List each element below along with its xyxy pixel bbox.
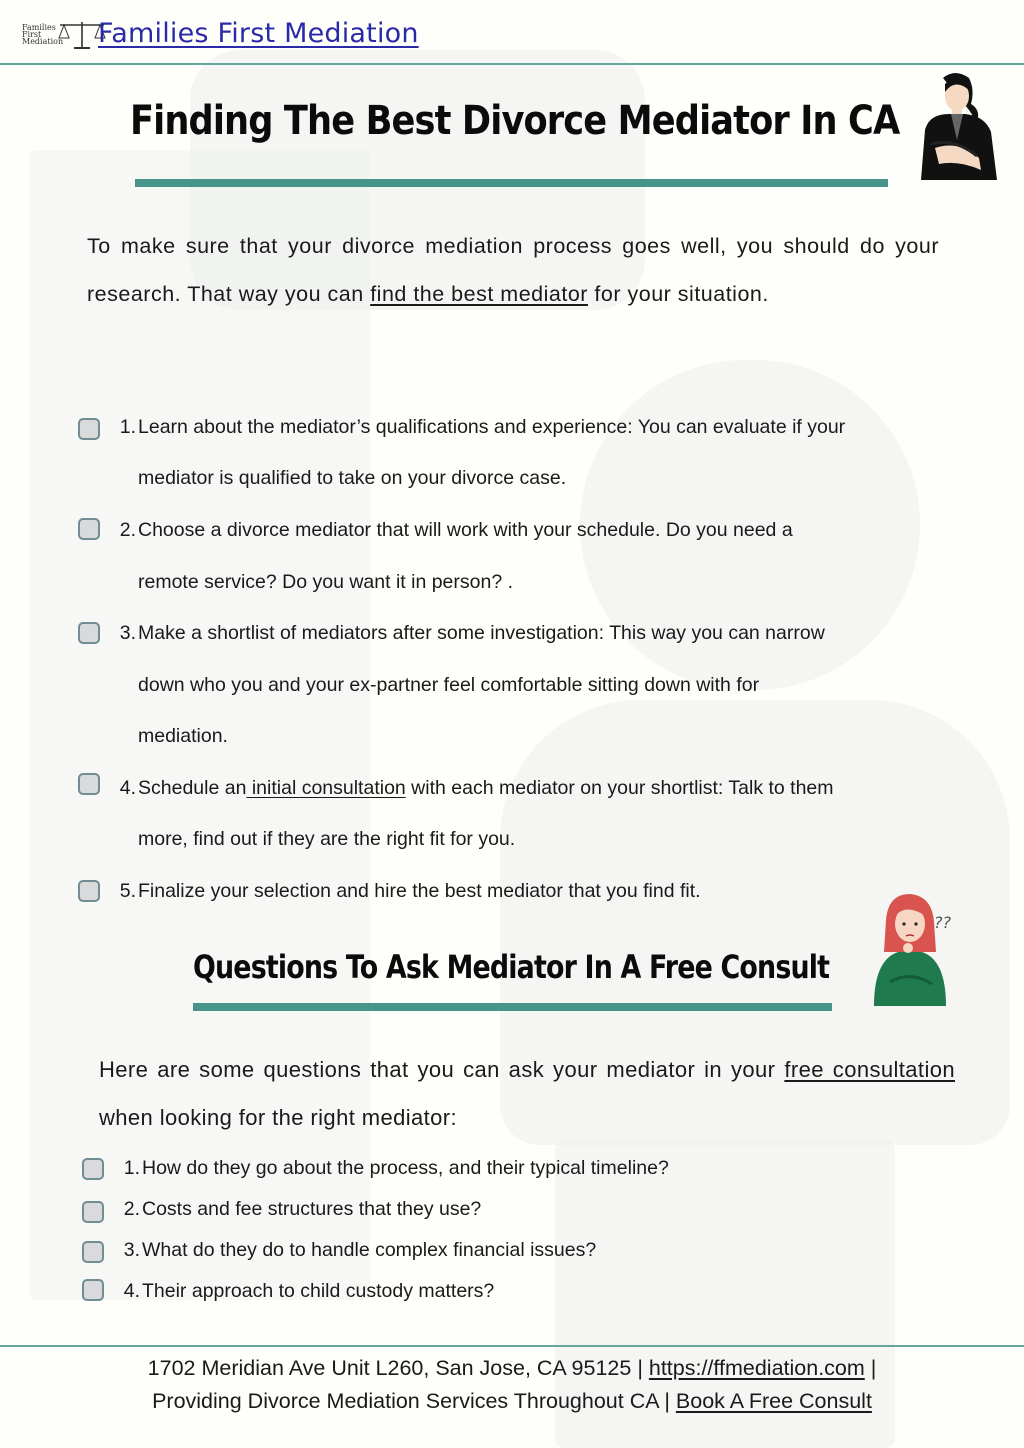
free-consultation-link[interactable]: free consultation [784, 1057, 956, 1082]
title-underline [135, 179, 888, 187]
question-number: 3. [123, 1239, 140, 1261]
website-link[interactable]: https://ffmediation.com [648, 1356, 865, 1380]
step-number: 1. [119, 416, 136, 438]
step-text: more, find out if they are the right fit for you. [138, 828, 516, 850]
step-number: 3. [119, 622, 136, 644]
question-number: 4. [123, 1280, 140, 1302]
step-text: Make a shortlist of mediators after some investigation: This way you can narrow [138, 622, 825, 644]
footer [0, 1352, 1024, 1418]
logo [22, 18, 86, 60]
step-text [138, 763, 834, 815]
step-text-part: Schedule an [138, 777, 247, 799]
intro-text-1: To make sure that your divorce mediation process goes well, you should do your research. That way you can [87, 234, 939, 306]
brand-link[interactable]: Families First Mediation [98, 18, 419, 49]
step-number: 5. [119, 880, 136, 902]
initial-consultation-link[interactable]: initial consultation [246, 777, 406, 799]
step-number: 2. [119, 519, 136, 541]
find-mediator-link[interactable]: find the best mediator [370, 282, 588, 306]
step-text: mediation. [138, 725, 228, 747]
question-text: What do they do to handle complex financial issues? [142, 1239, 597, 1261]
footer-divider [0, 1345, 1024, 1347]
footer-line-1 [0, 1352, 1024, 1385]
step-number: 4. [119, 777, 136, 799]
step-text: Learn about the mediator’s qualifications and experience: You can evaluate if your [138, 416, 846, 438]
step-text: remote service? Do you want it in person? . [138, 571, 514, 593]
question-text: Costs and fee structures that they use? [142, 1198, 482, 1220]
question-number: 2. [123, 1198, 140, 1220]
book-consult-link[interactable]: Book A Free Consult [675, 1389, 872, 1413]
subtitle-underline [193, 1003, 832, 1011]
question-marks-icon: ?? [934, 913, 951, 932]
questions-intro [99, 1046, 955, 1142]
businesswoman-illustration [915, 70, 1005, 190]
step-text: mediator is qualified to take on your divorce case. [138, 467, 567, 489]
intro2-text-1: Here are some questions that you can ask your mediator in your [99, 1057, 785, 1082]
step-text-part: with each mediator on your shortlist: Talk to them [405, 777, 834, 799]
step-text: down who you and your ex-partner feel comfortable sitting down with for [138, 674, 760, 696]
question-text: How do they go about the process, and their typical timeline? [142, 1157, 669, 1179]
footer-tagline: Providing Divorce Mediation Services Throughout CA | [152, 1389, 676, 1413]
question-text: Their approach to child custody matters? [142, 1280, 495, 1302]
header [0, 0, 1024, 64]
header-divider [0, 63, 1024, 65]
footer-separator: | [864, 1356, 877, 1380]
step-text: Choose a divorce mediator that will work with your schedule. Do you need a [138, 519, 793, 541]
page-title: Finding The Best Divorce Mediator In CA [130, 98, 900, 144]
section-heading: Questions To Ask Mediator In A Free Consult [193, 948, 830, 986]
footer-address: 1702 Meridian Ave Unit L260, San Jose, CA 95125 | [147, 1356, 649, 1380]
footer-line-2 [0, 1385, 1024, 1418]
intro2-text-2: when looking for the right mediator: [99, 1105, 458, 1130]
logo-text: Families First Mediation [22, 23, 64, 46]
question-number: 1. [123, 1157, 140, 1179]
steps-list [78, 402, 998, 922]
intro-text-2: for your situation. [587, 282, 769, 306]
thinking-girl-illustration [868, 890, 958, 1010]
questions-list [82, 1148, 842, 1318]
step-text: Finalize your selection and hire the best mediator that you find fit. [138, 880, 701, 902]
intro-paragraph [87, 222, 939, 318]
